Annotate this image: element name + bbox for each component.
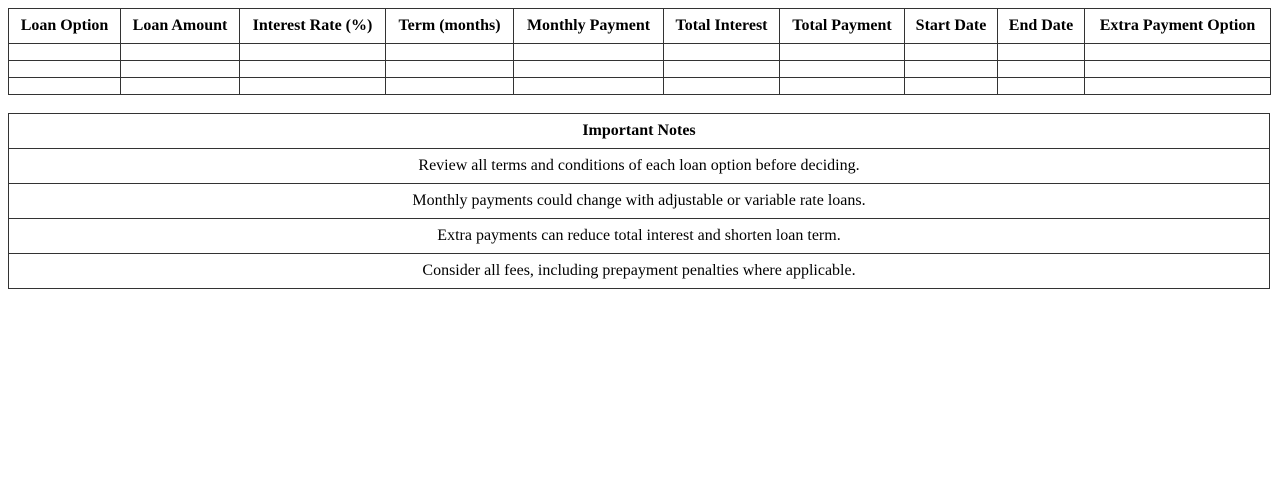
column-header-loan-amount: Loan Amount xyxy=(121,9,240,44)
table-cell xyxy=(514,78,664,95)
table-cell xyxy=(905,61,998,78)
table-cell xyxy=(1085,61,1271,78)
table-cell xyxy=(1085,44,1271,61)
note-text: Review all terms and conditions of each loan option before deciding. xyxy=(9,149,1270,184)
table-cell xyxy=(905,78,998,95)
notes-title: Important Notes xyxy=(9,114,1270,149)
table-cell xyxy=(664,61,780,78)
page-content xyxy=(8,8,1270,289)
table-cell xyxy=(905,44,998,61)
column-header-term: Term (months) xyxy=(386,9,514,44)
column-header-start-date: Start Date xyxy=(905,9,998,44)
table-cell xyxy=(240,44,386,61)
column-header-loan-option: Loan Option xyxy=(9,9,121,44)
table-cell xyxy=(998,44,1085,61)
table-cell xyxy=(998,61,1085,78)
important-notes-table xyxy=(8,113,1270,289)
table-cell xyxy=(514,44,664,61)
table-cell xyxy=(386,44,514,61)
table-row xyxy=(9,44,1271,61)
table-header-row xyxy=(9,9,1271,44)
column-header-extra-payment-option: Extra Payment Option xyxy=(1085,9,1271,44)
column-header-interest-rate: Interest Rate (%) xyxy=(240,9,386,44)
table-cell xyxy=(386,61,514,78)
table-cell xyxy=(514,61,664,78)
table-cell xyxy=(780,78,905,95)
table-cell xyxy=(121,44,240,61)
table-cell xyxy=(121,78,240,95)
table-row xyxy=(9,78,1271,95)
table-cell xyxy=(664,44,780,61)
column-header-monthly-payment: Monthly Payment xyxy=(514,9,664,44)
loan-comparison-table xyxy=(8,8,1271,95)
note-row xyxy=(9,184,1270,219)
table-cell xyxy=(9,61,121,78)
note-text: Extra payments can reduce total interest and shorten loan term. xyxy=(9,219,1270,254)
table-cell xyxy=(664,78,780,95)
note-text: Consider all fees, including prepayment penalties where applicable. xyxy=(9,254,1270,289)
column-header-total-interest: Total Interest xyxy=(664,9,780,44)
table-cell xyxy=(780,44,905,61)
note-row xyxy=(9,149,1270,184)
table-cell xyxy=(780,61,905,78)
table-cell xyxy=(998,78,1085,95)
table-row xyxy=(9,61,1271,78)
table-cell xyxy=(9,44,121,61)
table-cell xyxy=(386,78,514,95)
note-text: Monthly payments could change with adjustable or variable rate loans. xyxy=(9,184,1270,219)
note-row xyxy=(9,254,1270,289)
notes-header-row xyxy=(9,114,1270,149)
note-row xyxy=(9,219,1270,254)
table-cell xyxy=(9,78,121,95)
table-cell xyxy=(240,78,386,95)
table-cell xyxy=(240,61,386,78)
column-header-total-payment: Total Payment xyxy=(780,9,905,44)
table-cell xyxy=(121,61,240,78)
table-cell xyxy=(1085,78,1271,95)
column-header-end-date: End Date xyxy=(998,9,1085,44)
